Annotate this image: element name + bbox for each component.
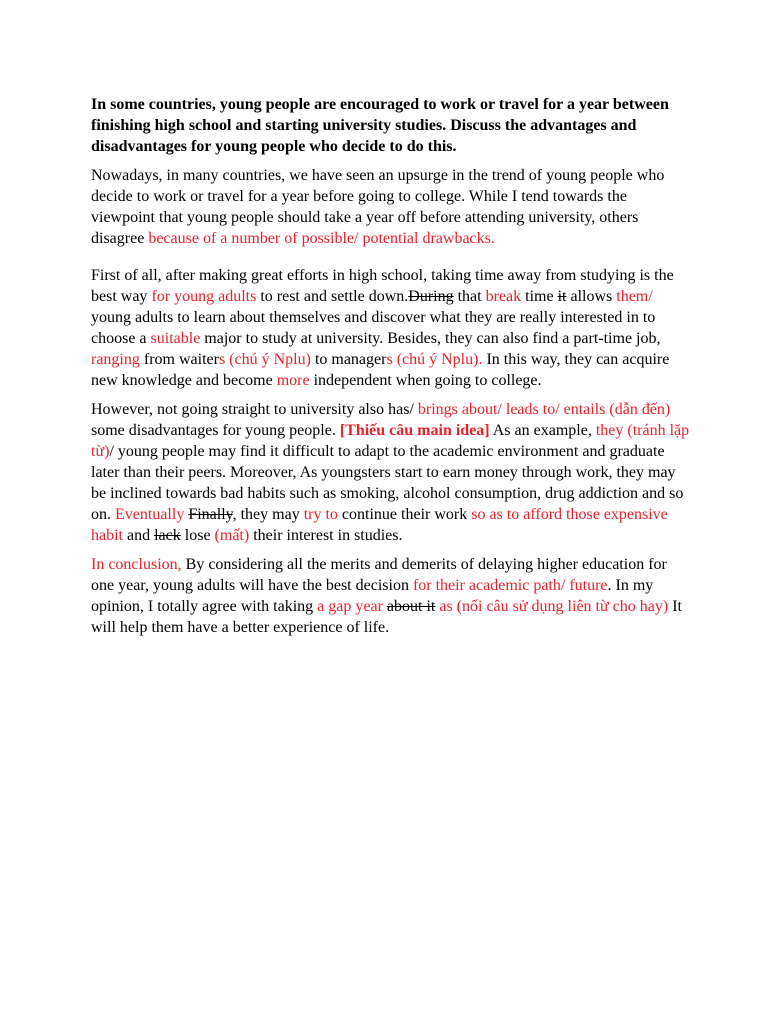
- body-paragraph-1: [91, 265, 691, 391]
- text-segment: their interest in studies.: [249, 527, 403, 544]
- correction-ranging: ranging: [91, 351, 140, 368]
- correction-more: more: [276, 372, 310, 389]
- correction-in-conclusion: In conclusion,: [91, 556, 182, 573]
- struck-lack: lack: [154, 527, 181, 544]
- correction-academic-path: for their academic path/ future: [412, 577, 608, 594]
- text-segment: from waiter: [139, 351, 219, 368]
- correction-plural-waiters: s (chú ý Nplu): [218, 351, 311, 368]
- correction-plural-managers: s (chú ý Nplu).: [386, 351, 483, 368]
- essay-prompt: In some countries, young people are encouraged to work or travel for a year between finishing high school and starting university studies. Discuss the advantages and disadvantages for young people who decide to do this.: [91, 96, 669, 155]
- correction-break: break: [485, 288, 522, 305]
- correction-they: they (tránh lặp từ): [91, 422, 690, 460]
- text-segment: In this way, they can acquire new knowledge and become: [91, 351, 670, 389]
- text-segment: It will help them have a better experience of life.: [91, 598, 682, 636]
- correction-suitable: suitable: [150, 330, 201, 347]
- correction-gap-year: a gap year: [317, 598, 383, 615]
- text-segment: allows: [566, 288, 617, 305]
- conclusion-paragraph: [91, 554, 691, 638]
- intro-text: Nowadays, in many countries, we have seen an upsurge in the trend of young people who decide to work or travel for a year before going to college. While I tend towards the viewpoint that young people should take a year off before attending university, others disagree: [91, 167, 665, 247]
- text-segment: major to study at university. Besides, they can also find a part-time job,: [200, 330, 661, 347]
- text-segment: to manager: [310, 351, 387, 368]
- struck-finally: Finally: [188, 506, 233, 523]
- text-segment: independent when going to college.: [309, 372, 542, 389]
- text-segment: young adults to learn about themselves and discover what they are really interested in to choose a: [91, 309, 656, 347]
- correction-for-young-adults: for young adults: [151, 288, 257, 305]
- correction-mat: (mất): [214, 527, 250, 544]
- text-segment: By considering all the merits and demerits of delaying higher education for one year, young adults will have the best decision: [91, 556, 667, 594]
- text-segment: . In my opinion, I totally agree with taking: [91, 577, 654, 615]
- text-segment: / young people may find it difficult to adapt to the academic environment and graduate later than their peers. Moreover, As youngsters start to earn money through work, they may be inclined towards bad habits such as smoking, alcohol consumption, drug addiction and so on.: [91, 443, 684, 523]
- correction-conjunction-note: as (nối câu sử dụng liên từ cho hay): [439, 598, 669, 615]
- struck-it: it: [557, 288, 567, 305]
- text-segment: , they may: [232, 506, 304, 523]
- essay-content: [91, 94, 691, 646]
- text-segment: that: [453, 288, 486, 305]
- text-segment: time: [521, 288, 558, 305]
- correction-drawbacks: because of a number of possible/ potential drawbacks.: [148, 230, 495, 247]
- body-paragraph-2: [91, 399, 691, 546]
- correction-them: them/: [616, 288, 653, 305]
- comment-missing-main-idea: [Thiếu câu main idea]: [339, 422, 490, 439]
- text-segment: However, not going straight to university also has/: [91, 401, 418, 418]
- text-segment: First of all, after making great efforts in high school, taking time away from studying is the best way: [91, 267, 674, 305]
- struck-about-it: about it: [386, 598, 436, 615]
- struck-during: During: [408, 288, 454, 305]
- correction-so-as-to: so as to afford those expensive habit: [91, 506, 668, 544]
- correction-eventually: Eventually: [115, 506, 185, 523]
- introduction-paragraph: [91, 165, 691, 249]
- text-segment: to rest and settle down.: [256, 288, 409, 305]
- correction-brings-about: brings about/ leads to/ entails (dẫn đến): [417, 401, 671, 418]
- text-segment: lose: [180, 527, 215, 544]
- correction-try-to: try to: [303, 506, 338, 523]
- text-segment: and: [123, 527, 155, 544]
- text-segment: As an example,: [489, 422, 596, 439]
- text-segment: some disadvantages for young people.: [91, 422, 340, 439]
- text-segment: continue their work: [337, 506, 472, 523]
